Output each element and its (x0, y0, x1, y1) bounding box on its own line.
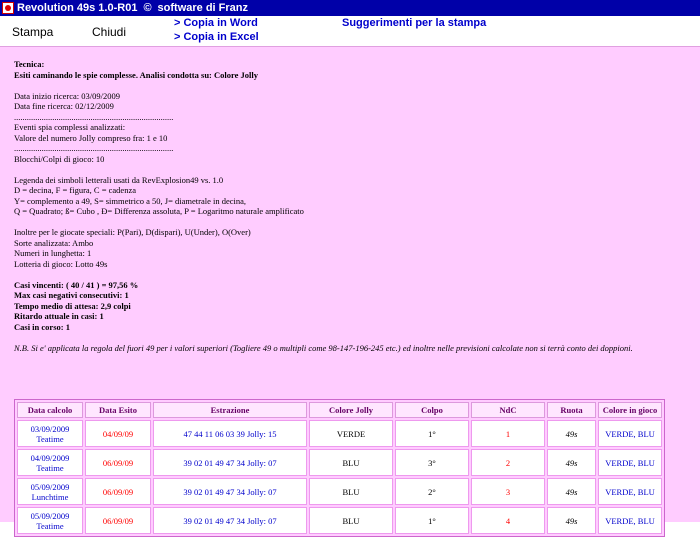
cell-ndc: 1 (471, 420, 545, 447)
report-text (14, 59, 684, 353)
cell-data-calcolo: 04/09/2009 Teatime (17, 449, 83, 476)
lotteria: Lotteria di gioco: Lotto 49s (14, 258, 108, 269)
cell-colore-gioco: VERDE, BLU (598, 478, 662, 505)
blocchi: Blocchi/Colpi di gioco: 10 (14, 153, 105, 164)
cell-ndc: 4 (471, 507, 545, 534)
cell-data-calcolo: 03/09/2009 Teatime (17, 420, 83, 447)
table-row (17, 478, 662, 505)
cell-colore-gioco: VERDE, BLU (598, 420, 662, 447)
results-table (14, 399, 665, 537)
report-content (0, 46, 700, 531)
toolbar (0, 16, 700, 46)
cell-data-esito: 06/09/09 (85, 449, 151, 476)
table-row (17, 420, 662, 447)
report-subtitle: Esiti caminando le spie complesse. Analisi condotta su: Colore Jolly (14, 69, 258, 80)
legenda-line: D = decina, F = figura, C = cadenza (14, 185, 137, 195)
cell-estrazione: 39 02 01 49 47 34 Jolly: 07 (153, 478, 307, 505)
divider: ........................................................................... (14, 143, 174, 153)
table-row (17, 507, 662, 534)
eventi-title: Eventi spia complessi analizzati: (14, 122, 126, 132)
cell-ndc: 3 (471, 478, 545, 505)
cell-colore-gioco: VERDE, BLU (598, 449, 662, 476)
cell-colpo: 1° (395, 507, 469, 534)
cell-colore-jolly: VERDE (309, 420, 393, 447)
cell-data-esito: 06/09/09 (85, 507, 151, 534)
stampa-button[interactable]: Stampa (12, 25, 54, 39)
data-fine: Data fine ricerca: 02/12/2009 (14, 101, 114, 111)
data-inizio: Data inizio ricerca: 03/09/2009 (14, 90, 120, 101)
divider: ........................................................................... (14, 111, 174, 122)
credit-text: software di Franz (157, 2, 249, 14)
app-title: Revolution 49s 1.0-R01 (17, 2, 138, 14)
cell-colpo: 1° (395, 420, 469, 447)
max-negativi: Max casi negativi consecutivi: 1 (14, 290, 129, 300)
cell-colore-jolly: BLU (309, 478, 393, 505)
cell-estrazione: 47 44 11 06 03 39 Jolly: 15 (153, 420, 307, 447)
legenda-line: Y= complemento a 49, S= simmetrico a 50, J= diametrale in decina, (14, 195, 247, 206)
cell-ndc: 2 (471, 449, 545, 476)
suggerimenti-link[interactable]: Suggerimenti per la stampa (342, 17, 487, 29)
cell-colore-gioco: VERDE, BLU (598, 507, 662, 534)
cell-ruota: 49s (547, 478, 596, 505)
chiudi-button[interactable]: Chiudi (92, 25, 127, 39)
ritardo: Ritardo attuale in casi: 1 (14, 311, 104, 321)
report-title: Tecnica: (14, 59, 45, 69)
col-data-esito: Data Esito (85, 402, 151, 418)
giocate-speciali: Inoltre per le giocate speciali: P(Pari), D(dispari), U(Under), O(Over) (14, 227, 251, 237)
col-ruota: Ruota (547, 402, 596, 418)
table-row (17, 449, 662, 476)
cell-ruota: 49s (547, 449, 596, 476)
numeri-lunghetta: Numeri in lunghetta: 1 (14, 248, 92, 258)
col-colore-jolly: Colore Jolly (309, 402, 393, 418)
nota-bene: N.B. Si e' applicata la regola del fuori 49 per i valori superiori (Togliere 49 o multipli come 98-147-196-245 etc.) ed inoltre nelle previsioni calcolate non si terrà conto dei doppioni. (14, 342, 633, 353)
copyright-icon: © (143, 2, 152, 14)
col-data-calcolo: Data calcolo (17, 402, 83, 418)
casi-corso: Casi in corso: 1 (14, 321, 70, 332)
tempo-medio: Tempo medio di attesa: 2,9 colpi (14, 300, 131, 311)
cell-colore-jolly: BLU (309, 449, 393, 476)
cell-estrazione: 39 02 01 49 47 34 Jolly: 07 (153, 449, 307, 476)
cell-colpo: 2° (395, 478, 469, 505)
copia-excel-link[interactable]: > Copia in Excel (174, 31, 259, 43)
cell-data-esito: 04/09/09 (85, 420, 151, 447)
cell-ruota: 49s (547, 507, 596, 534)
app-icon (2, 2, 14, 14)
copia-word-link[interactable]: > Copia in Word (174, 17, 258, 29)
legenda-line: Q = Quadrato; ß= Cubo , Ð= Differenza assoluta, P = Logaritmo naturale amplificato (14, 206, 304, 216)
col-colore-gioco: Colore in gioco (598, 402, 662, 418)
cell-colore-jolly: BLU (309, 507, 393, 534)
title-bar (0, 0, 700, 16)
col-estrazione: Estrazione (153, 402, 307, 418)
cell-data-calcolo: 05/09/2009 Lunchtime (17, 478, 83, 505)
table-header-row (17, 402, 662, 418)
cell-estrazione: 39 02 01 49 47 34 Jolly: 07 (153, 507, 307, 534)
casi-vincenti: Casi vincenti: ( 40 / 41 ) = 97,56 % (14, 279, 139, 290)
cell-data-calcolo: 05/09/2009 Teatime (17, 507, 83, 534)
sorte: Sorte analizzata: Ambo (14, 237, 94, 248)
cell-colpo: 3° (395, 449, 469, 476)
col-colpo: Colpo (395, 402, 469, 418)
eventi-value: Valore del numero Jolly compreso fra: 1 e 10 (14, 132, 168, 143)
col-ndc: NdC (471, 402, 545, 418)
cell-ruota: 49s (547, 420, 596, 447)
cell-data-esito: 06/09/09 (85, 478, 151, 505)
legenda-title: Legenda dei simboli letterali usati da RevExplosion49 vs. 1.0 (14, 174, 224, 185)
